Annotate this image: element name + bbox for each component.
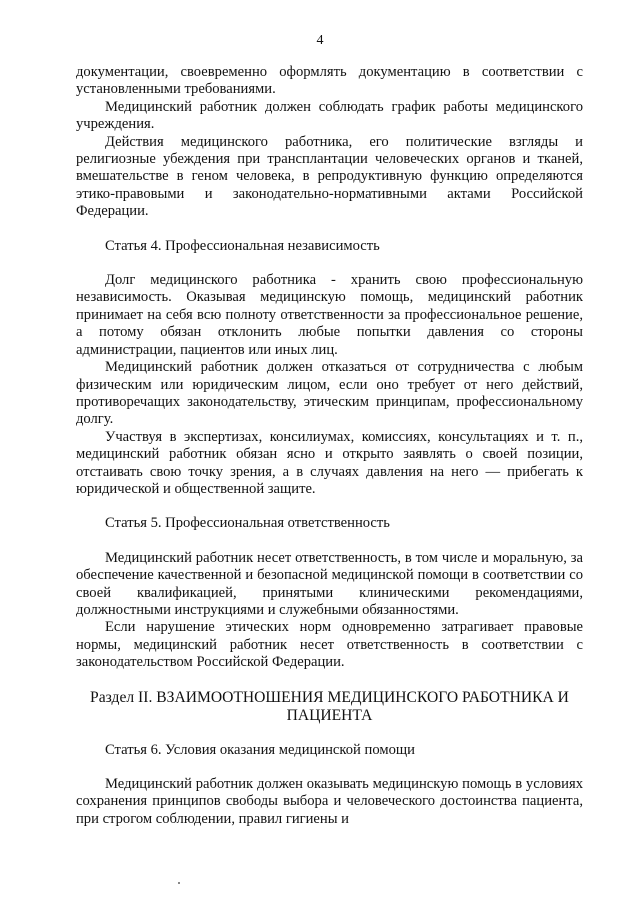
section-2-heading: [76, 689, 583, 725]
article-6-heading: Статья 6. Условия оказания медицинской помощи: [105, 741, 415, 758]
page-body: [76, 64, 583, 828]
section-2-heading-line-1: Раздел II. ВЗАИМООТНОШЕНИЯ МЕДИЦИНСКОГО РАБОТНИКА И: [90, 688, 569, 706]
article-4-paragraph-2: Медицинский работник должен отказаться от сотрудничества с любым физическим или юридическим лицом, если оно требует от него действий, противоречащих законодательству, этическим принципам, профессиональному долгу.: [76, 359, 583, 428]
section-2-heading-line-2: ПАЦИЕНТА: [286, 706, 373, 724]
article-5-paragraph-1: Медицинский работник несет ответственность, в том числе и моральную, за обеспечение качественной и безопасной медицинской помощи в соответствии со своей квалификацией, принятыми клиническими рекомендациями, должностными инструкциями и служебными обязанностями.: [76, 549, 583, 618]
article-6-paragraph-1: Медицинский работник должен оказывать медицинскую помощь в условиях сохранения принципов свободы выбора и человеческого достоинства пациента, при строгом соблюдении, правил гигиены и: [76, 776, 583, 827]
article-5-heading: Статья 5. Профессиональная ответственность: [105, 515, 390, 532]
article-4-heading: Статья 4. Профессиональная независимость: [105, 237, 380, 254]
page-number: 4: [316, 33, 324, 48]
paragraph-continuation: документации, своевременно оформлять документацию в соответствии с установленными требованиями.: [76, 64, 583, 98]
scan-speck: [178, 882, 180, 884]
paragraph-transplantation: Действия медицинского работника, его политические взгляды и религиозные убеждения при трансплантации человеческих органов и тканей, вмешательстве в геном человека, в репродуктивную функцию определяются этико-правовыми и законодательно-нормативными актами Российской Федерации.: [76, 133, 583, 220]
article-4-paragraph-3: Участвуя в экспертизах, консилиумах, комиссиях, консультациях и т. п., медицинский работник обязан ясно и открыто заявлять о своей позиции, отстаивать свою точку зрения, а в случаях давления на него — прибегать к юридической и общественной защите.: [76, 428, 583, 497]
paragraph-work-schedule: Медицинский работник должен соблюдать график работы медицинского учреждения.: [76, 98, 583, 133]
article-5-paragraph-2: Если нарушение этических норм одновременно затрагивает правовые нормы, медицинский работник несет ответственность в соответствии с законодательством Российской Федерации.: [76, 619, 583, 671]
article-4-paragraph-1: Долг медицинского работника - хранить свою профессиональную независимость. Оказывая медицинскую помощь, медицинский работник принимает на себя всю полноту ответственности за профессиональное решение, а потому обязан отклонить любые попытки давления со стороны администрации, пациентов или иных лиц.: [76, 272, 583, 358]
